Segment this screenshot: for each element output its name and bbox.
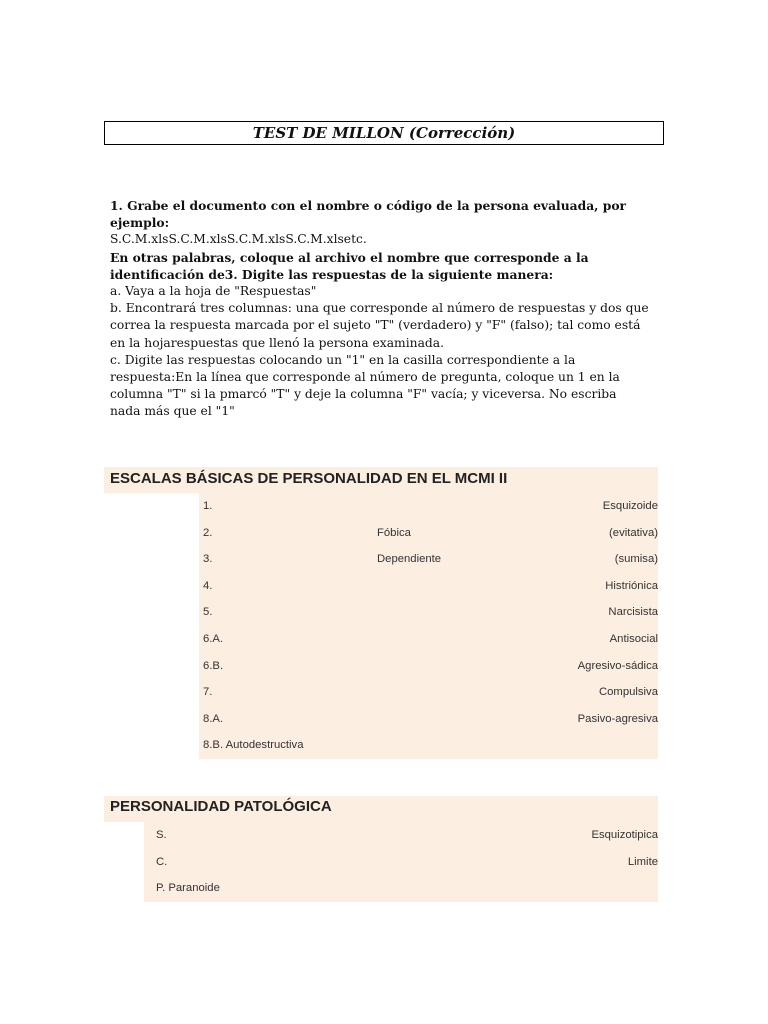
scale-label: (sumisa) xyxy=(614,553,658,566)
scale-code: 8.B. Autodestructiva xyxy=(203,739,304,752)
instruction-step-c: c. Digite las respuestas colocando un "1" en la casilla correspondiente a la respuesta:En la línea que corresponde al número de pregunta, coloque un 1 en la columna "T" si la pmarcó "T" y deje la columna "F" vacía; y viceversa. No escriba nada más que el "1" xyxy=(110,352,620,419)
scale-code: 8.A. xyxy=(203,712,224,725)
instruction-filename-example: S.C.M.xlsS.C.M.xlsS.C.M.xlsS.C.M.xlsetc. xyxy=(110,232,367,247)
scale-label: Esquizoide xyxy=(602,500,658,512)
scale-code: 6.B. xyxy=(203,659,224,672)
scale-code: P. Paranoide xyxy=(156,882,220,895)
scale-list xyxy=(104,493,658,759)
scale-list xyxy=(104,822,658,902)
scale-label: Pasivo-agresiva xyxy=(577,712,658,725)
section-header-basic-scales xyxy=(104,467,658,493)
scale-label: Agresivo-sádica xyxy=(577,659,658,672)
scale-row xyxy=(104,520,658,547)
scale-row xyxy=(104,626,658,653)
scale-label: Antisocial xyxy=(609,632,658,645)
scale-label: (evitativa) xyxy=(609,526,658,539)
scale-code: 7. xyxy=(203,686,213,699)
instruction-naming-note: En otras palabras, coloque al archivo el nombre que corresponde a la identificación de3. Digite las respuestas de la siguiente manera: xyxy=(110,249,589,282)
instruction-step-b: b. Encontrará tres columnas: una que corresponde al número de respuestas y dos que correa la respuesta marcada por el sujeto "T" (verdadero) y "F" (falso); tal como está en la hojarespuestas que llenó la persona examinada. xyxy=(110,301,649,350)
section-title: PERSONALIDAD PATOLÓGICA xyxy=(110,798,332,815)
section-basic-scales xyxy=(104,467,658,759)
scale-row xyxy=(104,875,658,902)
instructions-block xyxy=(110,197,650,421)
instruction-step-a: a. Vaya a la hoja de "Respuestas" xyxy=(110,284,317,299)
scale-row xyxy=(104,732,658,759)
scale-code: 4. xyxy=(203,579,213,592)
scale-label: Esquizotipica xyxy=(591,829,658,841)
scale-row xyxy=(104,573,658,600)
scale-code: 1. xyxy=(203,500,213,512)
scale-label: Limite xyxy=(627,855,658,868)
scale-row xyxy=(104,849,658,876)
scale-name: Dependiente xyxy=(377,553,442,566)
scale-row xyxy=(104,493,658,520)
section-title: ESCALAS BÁSICAS DE PERSONALIDAD EN EL MCMI II xyxy=(110,470,508,487)
page-title: TEST DE MILLON (Corrección) xyxy=(104,121,664,145)
scale-code: S. xyxy=(156,829,167,841)
scale-label: Narcisista xyxy=(608,606,658,619)
scale-row xyxy=(104,679,658,706)
scale-row xyxy=(104,822,658,849)
scale-row xyxy=(104,546,658,573)
section-pathological xyxy=(104,796,658,902)
scale-code: 3. xyxy=(203,553,213,566)
scale-code: 6.A. xyxy=(203,632,224,645)
scale-label: Compulsiva xyxy=(598,686,658,699)
instruction-step-1: 1. Grabe el documento con el nombre o código de la persona evaluada, por ejemplo: xyxy=(110,198,627,231)
scale-code: 2. xyxy=(203,526,213,539)
scale-code: C. xyxy=(156,855,168,868)
scale-label: Histriónica xyxy=(605,579,658,592)
scale-row xyxy=(104,706,658,733)
scale-row xyxy=(104,653,658,680)
scale-name: Fóbica xyxy=(377,526,411,539)
scale-row xyxy=(104,599,658,626)
section-header-pathological xyxy=(104,796,658,822)
scale-code: 5. xyxy=(203,606,213,619)
